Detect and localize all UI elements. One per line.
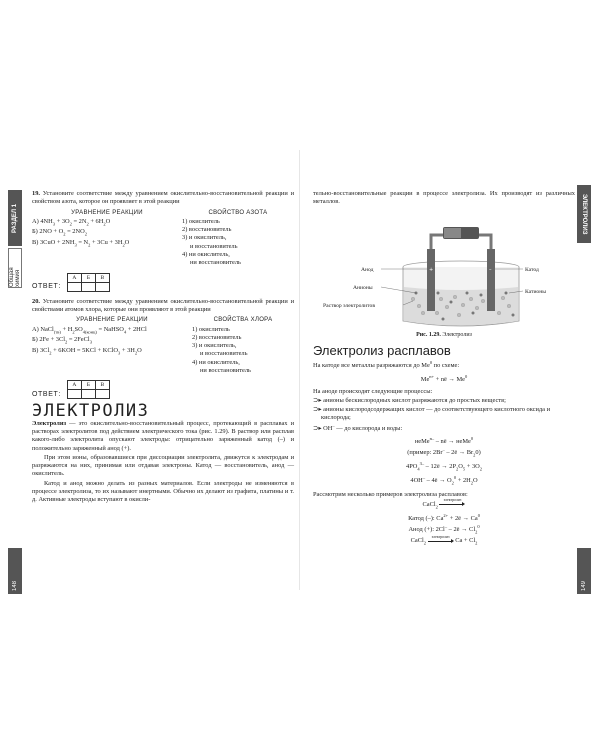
section-title: Электролиз расплавов (313, 342, 451, 358)
anode-electrode (427, 249, 435, 311)
equation-a: А) NaCl$_{(тв)}$ + $H_2SO_{4(конц)}$ = NaHSO$_4$ + 2HCl (32, 325, 147, 334)
answer-cell[interactable] (95, 390, 109, 399)
paragraph: Электролиз — это окислительно-восстановительный процесс, протекающий в расплавах и растворах электролитов под действием электрического тока (рис. 1.29). В раствор или расплав какого-либо электролита опускают электроды: отрицательно заряженный катод (–) и положительно заряженный анод (+). (32, 419, 294, 452)
melt-examples: CaCl$_2$ электролиз Катод (–): $Ca^{2+}$ + 2ē → $Ca^0$ Анод (+): 2Cl– – 2ē → $Cl_2^0$ CaCl$_2$ электролиз $Ca + Cl_2$ (408, 498, 480, 546)
answer-19 (32, 273, 294, 292)
equation-a: А) $4NH_3 + 3O_2 = 2N_2 + 6H_2O$ (32, 217, 111, 227)
figure-caption: Рис. 1.29. Электролиз (416, 331, 472, 338)
svg-text:–: – (489, 266, 492, 273)
section-tab: РАЗДЕЛ 1 (8, 190, 22, 246)
column-header: СВОЙСТВА ХЛОРА (213, 317, 273, 324)
answer-cell[interactable] (67, 282, 81, 291)
equation-b: Б) $2Fe + 3Cl_2$ = 2FeCl$_3$ (32, 336, 92, 345)
cathode-scheme: $Me^{n+}$ + nē → $Me^0$ (420, 373, 468, 383)
paragraph: На аноде происходят следующие процессы: (313, 388, 433, 396)
page-number-right: 149 (577, 548, 591, 594)
cathode-electrode (487, 249, 495, 311)
right-page (313, 190, 575, 549)
bullet-item: ⊃▸ анионы бескислородных кислот разряжаются до простых веществ; (313, 397, 506, 405)
topic-tab: Общая химия (8, 248, 22, 288)
arrow-icon: электролиз (428, 538, 454, 544)
answer-grid: А Б В (67, 380, 110, 399)
q20-matching (32, 316, 294, 375)
column-header: УРАВНЕНИЕ РЕАКЦИИ (71, 209, 143, 216)
bullet-item: ⊃▸ анионы кислородсодержащих кислот — до соответствующего кислотного оксида и кислорода; (313, 405, 551, 421)
page-number-left: 148 (8, 548, 22, 594)
option: и восстановитель (200, 350, 248, 358)
label-cations: Катионы (525, 288, 546, 295)
anode-formulas: неMe$^{n-}$ – nē → неMe$^0$ (пример: 2Br– – 2ē → $Br_20$) $4PO_4^{3-}$ – 12ē → $2P_2O_5 + 3O_2$ 4OH– – 4ē → $O_2^0 + 2H_2O$ (406, 435, 482, 486)
answer-label: ОТВЕТ: (32, 391, 61, 399)
electrolysis-figure (313, 209, 575, 329)
column-header: УРАВНЕНИЕ РЕАКЦИИ (76, 317, 148, 324)
answer-label: ОТВЕТ: (32, 283, 61, 291)
electrolysis-diagram (313, 209, 575, 329)
topic-tab-right: ЭЛЕКТРОЛИЗ (577, 185, 591, 243)
option: 3) и окислитель, (192, 342, 237, 350)
equation-c: В) $3CuO + 2NH_3 = N_2 + 3Cu + 3H_2O$ (32, 239, 130, 248)
paragraph: На катоде все металлы разряжаются до Me$^0$ по схеме: (313, 360, 460, 370)
equation-c: В) $3Cl_2 + 6KOH = 5KCl$ + KClO$_3$ + $3H_2O$ (32, 346, 142, 355)
arrow-icon: электролиз (439, 501, 465, 507)
answer-cell[interactable] (67, 390, 81, 399)
label-anode: Анод (361, 266, 374, 273)
answer-cell[interactable] (81, 390, 95, 399)
option: 1) окислитель (182, 217, 220, 225)
label-anions: Анионы (353, 284, 373, 291)
q19-matching (32, 209, 294, 268)
option: и восстановитель (190, 242, 238, 250)
answer-cell[interactable] (95, 282, 109, 291)
option: 1) окислитель (192, 325, 230, 333)
option: 2) восстановитель (182, 226, 232, 234)
answer-20 (32, 380, 294, 399)
column-header: СВОЙСТВО АЗОТА (208, 209, 268, 216)
paragraph: При этом ионы, образовавшиеся при диссоциации электролита, движутся к электродам и разряжаются на них, принимая или отдавая электроны. Катод — восстановитель, анод — окислитель. (32, 453, 294, 478)
paragraph: тельно-восстановительные реакции в процессе электролиза. Их производят из различных металлов. (313, 190, 575, 206)
label-solution: Раствор электролитов (323, 302, 375, 309)
option: ни восстановитель (190, 259, 241, 267)
electrolyte-solution (404, 287, 518, 326)
svg-text:+: + (429, 266, 434, 273)
answer-grid: А Б В (67, 273, 110, 292)
option: 4) ни окислитель, (182, 251, 230, 259)
chapter-title: ЭЛЕКТРОЛИЗ (32, 401, 150, 422)
left-page (32, 190, 294, 506)
answer-cell[interactable] (81, 282, 95, 291)
option: 3) и окислитель, (182, 234, 227, 242)
paragraph: Рассмотрим несколько примеров электролиза расплавов: (313, 491, 468, 499)
bullet-item: ⊃▸ OH– — до кислорода и воды: (313, 423, 403, 433)
equation-b: Б) $2NO + O_2 = 2NO_2$ (32, 228, 87, 237)
option: 4) ни окислитель, (192, 358, 240, 366)
question-19: 19. Установите соответствие между уравнением окислительно-восстановительной реакции и свойством азота, которое он проявляет в этой реакции (32, 190, 294, 206)
option: ни восстановитель (200, 367, 251, 375)
option: 2) восстановитель (192, 333, 242, 341)
label-cathode: Катод (525, 266, 539, 273)
paragraph: Катод и анод можно делать из разных материалов. Если электроды не изменяются в процессе электролиза, то их называют инертными. Обычно их делают из графита, платины и т. д. Активные электроды вступают в окисли- (32, 479, 294, 504)
question-20: 20. Установите соответствие между уравнением окислительно-восстановительной реакции и свойствами атомов хлора, которые они проявляют в этой реакции (32, 297, 294, 313)
gutter (299, 150, 300, 590)
